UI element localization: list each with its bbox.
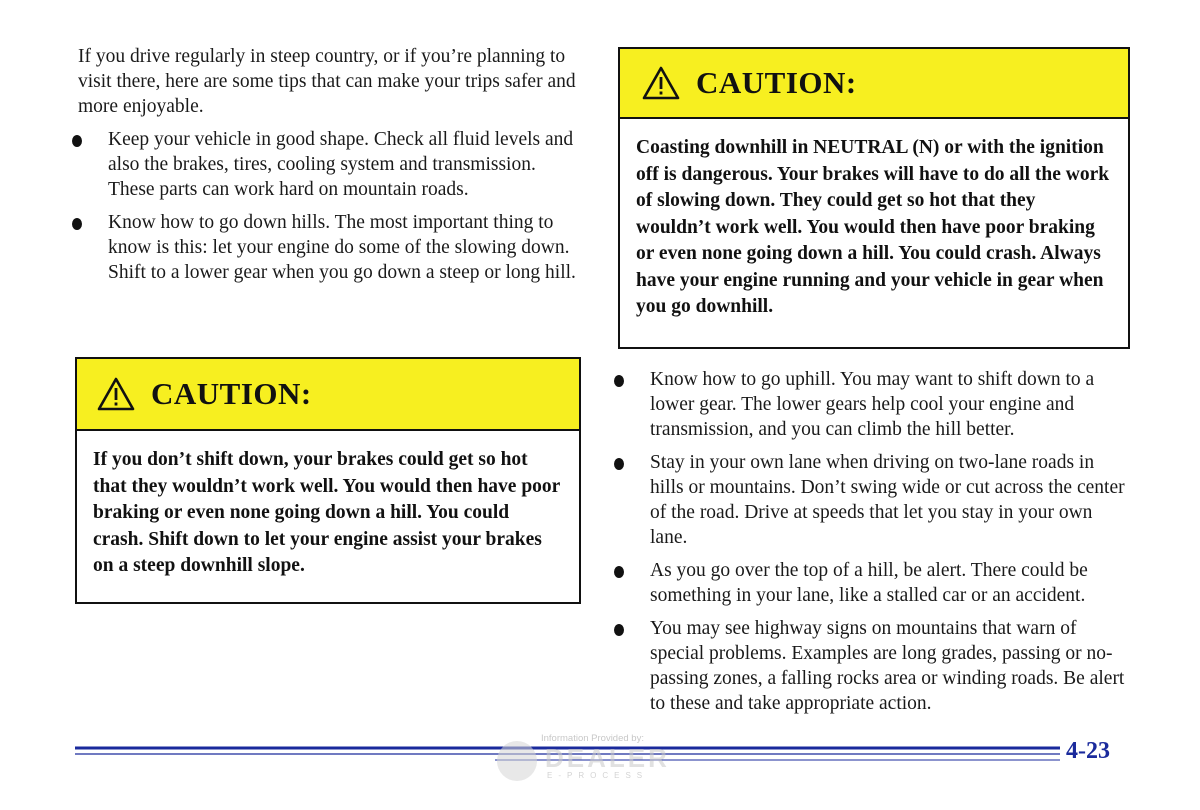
caution-box-left — [75, 357, 581, 604]
caution-heading: CAUTION: — [696, 65, 857, 100]
caution-heading: CAUTION: — [151, 376, 312, 411]
bullet-text: Keep your vehicle in good shape. Check all fluid levels and also the brakes, tires, cooling system and transmission. These parts can work hard on mountain roads. — [108, 129, 574, 200]
bullet-text: Know how to go down hills. The most important thing to know is this: let your engine do some of the slowing down. Shift to a lower gear when you go down a steep or long hill. — [108, 212, 576, 283]
list-item — [78, 210, 578, 285]
bullet-text: Know how to go uphill. You may want to shift down to a lower gear. The lower gears help cool your engine and transmission, and you can climb the hill better. — [650, 369, 1095, 440]
list-item — [620, 616, 1130, 716]
bullet-icon — [614, 458, 624, 470]
bullet-text: Stay in your own lane when driving on two-lane roads in hills or mountains. Don’t swing wide or cut across the center of the road. Drive at speeds that let you stay in your own lane. — [650, 452, 1125, 548]
watermark-brand: DEALER — [545, 743, 670, 773]
bullet-icon — [72, 135, 82, 147]
watermark-caption: Information Provided by: — [541, 733, 644, 744]
warning-triangle-icon — [97, 377, 135, 411]
caution-text: Coasting downhill in NEUTRAL (N) or with the ignition off is dangerous. Your brakes will have to do all the work of slowing down. They could get so hot that they wouldn’t work well. You would then have poor braking or even none going down a hill. You could crash. Always have your engine running and your vehicle in gear when you go downhill. — [636, 137, 1110, 317]
caution-header — [620, 49, 1128, 119]
bullet-text: You may see highway signs on mountains that warn of special problems. Examples are long grades, passing or no-passing zones, a falling rocks area or winding roads. Be alert to these and take appropriate action. — [650, 618, 1125, 714]
intro-paragraph: If you drive regularly in steep country, or if you’re planning to visit there, here are some tips that can make your trips safer and more enjoyable. — [78, 46, 576, 117]
caution-box-right — [618, 47, 1130, 349]
left-column — [78, 44, 578, 293]
page-number: 4-23 — [1066, 738, 1110, 764]
bullet-icon — [614, 375, 624, 387]
list-item — [620, 450, 1130, 550]
list-item — [620, 367, 1130, 442]
bullet-icon — [614, 566, 624, 578]
caution-header — [77, 359, 579, 431]
list-item — [620, 558, 1130, 608]
bullet-icon — [72, 218, 82, 230]
left-bullet-list — [78, 127, 578, 285]
right-column — [620, 367, 1130, 724]
bullet-icon — [614, 624, 624, 636]
dealer-logo-icon — [497, 741, 537, 781]
right-bullet-list — [620, 367, 1130, 716]
warning-triangle-icon — [642, 66, 680, 100]
dealer-watermark — [495, 733, 705, 783]
list-item — [78, 127, 578, 202]
watermark-sub: E-PROCESS — [547, 771, 649, 780]
bullet-text: As you go over the top of a hill, be alert. There could be something in your lane, like a stalled car or an accident. — [650, 560, 1088, 606]
caution-text: If you don’t shift down, your brakes could get so hot that they wouldn’t work well. You would then have poor braking or even none going down a hill. You could crash. Shift down to let your engine assist your brakes on a steep downhill slope. — [93, 449, 560, 576]
